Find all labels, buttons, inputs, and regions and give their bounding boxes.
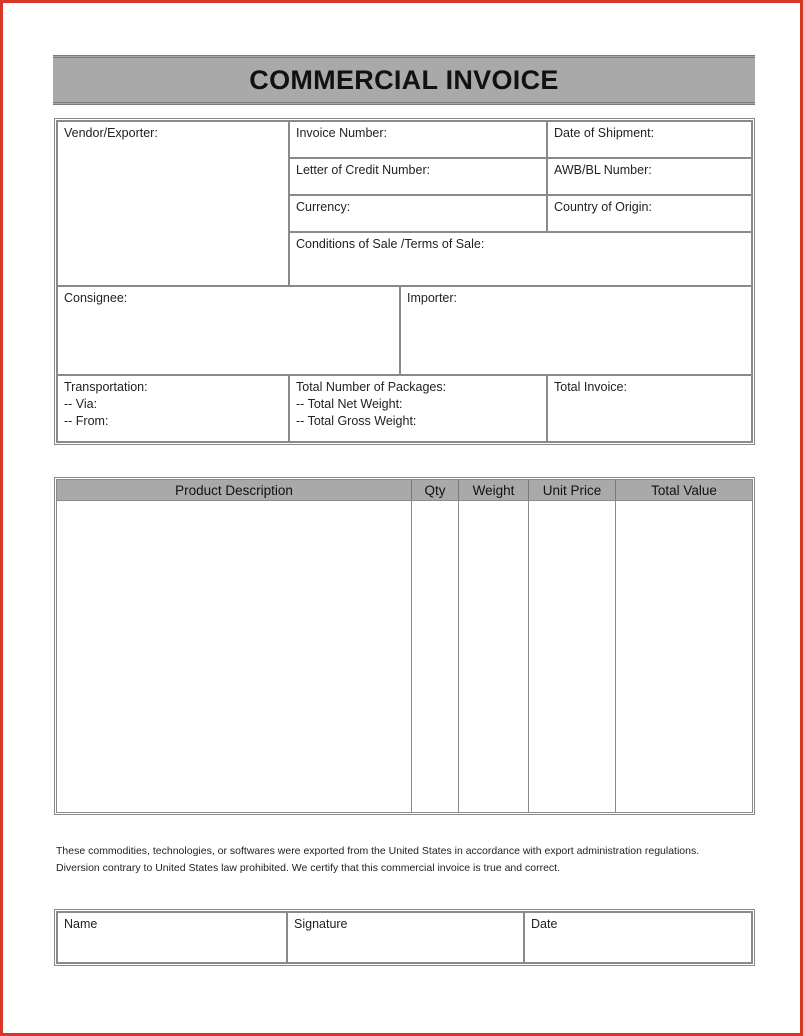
date-field[interactable]	[524, 912, 752, 963]
conditions-of-sale-field[interactable]	[289, 232, 752, 286]
name-field[interactable]	[57, 912, 287, 963]
signature-label: Signature	[294, 917, 348, 931]
total-invoice-field[interactable]	[547, 375, 752, 442]
weight-column[interactable]	[459, 500, 529, 812]
country-of-origin-field[interactable]	[547, 195, 752, 232]
via-label: -- Via:	[64, 397, 98, 411]
letter-of-credit-field[interactable]	[289, 158, 547, 195]
certification-line-2: Diversion contrary to United States law prohibited. We certify that this commercial invoice is true and correct.	[56, 862, 561, 874]
awb-bl-number-label: AWB/BL Number:	[554, 163, 652, 177]
invoice-info-section	[54, 118, 755, 445]
transportation-field[interactable]	[57, 375, 289, 442]
consignee-label: Consignee:	[64, 291, 128, 305]
packages-weight-field[interactable]	[289, 375, 547, 442]
signature-field[interactable]	[287, 912, 524, 963]
qty-column[interactable]	[412, 500, 459, 812]
consignee-field[interactable]	[57, 286, 400, 375]
product-table	[54, 477, 755, 815]
column-header-total-value: Total Value	[616, 480, 752, 500]
date-label: Date	[531, 917, 558, 931]
date-of-shipment-label: Date of Shipment:	[554, 126, 655, 140]
gross-weight-label: -- Total Gross Weight:	[296, 414, 417, 428]
net-weight-label: -- Total Net Weight:	[296, 397, 403, 411]
importer-label: Importer:	[407, 291, 458, 305]
importer-field[interactable]	[400, 286, 752, 375]
date-of-shipment-field[interactable]	[547, 121, 752, 158]
total-packages-label: Total Number of Packages:	[296, 380, 447, 394]
letter-of-credit-label: Letter of Credit Number:	[296, 163, 431, 177]
vendor-exporter-label: Vendor/Exporter:	[64, 126, 158, 140]
from-label: -- From:	[64, 414, 109, 428]
invoice-number-label: Invoice Number:	[296, 126, 388, 140]
column-header-product-description: Product Description	[57, 480, 412, 500]
certification-line-1: These commodities, technologies, or softwares were exported from the United States in accordance with export administration regulations.	[56, 845, 700, 857]
certification-statement	[56, 843, 756, 877]
transportation-label: Transportation:	[64, 380, 148, 394]
currency-label: Currency:	[296, 200, 351, 214]
unit-price-column[interactable]	[529, 500, 616, 812]
total-value-column[interactable]	[616, 500, 752, 812]
total-invoice-label: Total Invoice:	[554, 380, 627, 394]
currency-field[interactable]	[289, 195, 547, 232]
signature-block	[54, 909, 755, 966]
vendor-exporter-field[interactable]	[57, 121, 289, 286]
awb-bl-number-field[interactable]	[547, 158, 752, 195]
column-header-unit-price: Unit Price	[529, 480, 616, 500]
name-label: Name	[64, 917, 98, 931]
product-description-column[interactable]	[57, 500, 412, 812]
country-of-origin-label: Country of Origin:	[554, 200, 652, 214]
column-header-qty: Qty	[412, 480, 459, 500]
invoice-number-field[interactable]	[289, 121, 547, 158]
invoice-title: COMMERCIAL INVOICE	[53, 55, 755, 105]
column-header-weight: Weight	[459, 480, 529, 500]
conditions-of-sale-label: Conditions of Sale /Terms of Sale:	[296, 237, 485, 251]
